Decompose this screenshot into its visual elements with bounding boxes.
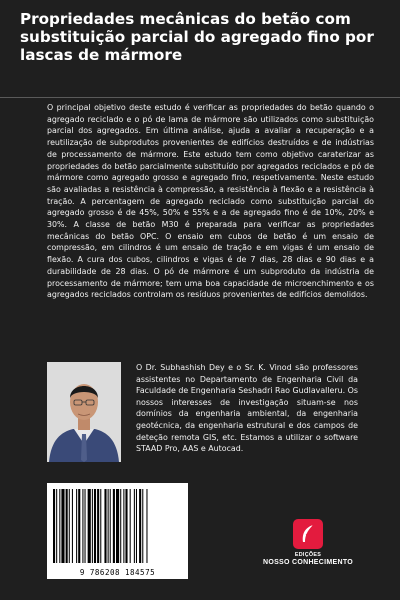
- barcode-bar: [56, 489, 57, 563]
- barcode-bar: [78, 489, 80, 563]
- barcode-bar: [97, 489, 99, 563]
- barcode-bar: [76, 489, 77, 563]
- barcode-bar: [146, 489, 147, 563]
- barcode-bars: [47, 483, 188, 565]
- barcode-bar: [85, 489, 86, 563]
- barcode-bar: [108, 489, 109, 563]
- publisher-line1: EDIÇÕES: [294, 552, 322, 558]
- barcode-bar: [61, 489, 64, 563]
- barcode-bar: [104, 489, 106, 563]
- publisher-line2: NOSSO CONHECIMENTO: [262, 559, 354, 566]
- barcode-bar: [94, 489, 96, 563]
- barcode-bar: [130, 489, 131, 563]
- barcode-bar: [139, 489, 141, 563]
- barcode-bar: [116, 489, 119, 563]
- barcode-bar: [82, 489, 83, 563]
- barcode-bar: [134, 489, 135, 563]
- publisher-mark: [258, 519, 358, 566]
- title-divider: [0, 97, 400, 98]
- barcode-bar: [142, 489, 143, 563]
- barcode-bar: [59, 489, 60, 563]
- barcode-bar: [110, 489, 111, 563]
- barcode-bar: [53, 489, 55, 563]
- barcode-bar: [113, 489, 115, 563]
- barcode-bar: [120, 489, 121, 563]
- barcode-bar: [92, 489, 93, 563]
- author-bio: O Dr. Subhashish Dey e o Sr. K. Vinod são professores assistentes no Departamento de Engenharia Civil da Faculdade de Engenharia Seshadri Rao Gudlavalleru. Os nossos interesses de investigação situam-se nos domínios da engenharia ambiental, da engenharia geotécnica, da engenharia estrutural e dos campos de deteção remota GIS, etc. Estamos a utilizar o software STAAD Pro, AAS e Autocad.: [136, 363, 358, 454]
- barcode-bar: [72, 489, 73, 563]
- barcode-bar: [100, 489, 101, 563]
- barcode-bar: [123, 489, 124, 563]
- book-title: Propriedades mecânicas do betão com substituição parcial do agregado fino por lascas de mármore: [20, 10, 374, 64]
- author-portrait-image: [47, 362, 121, 462]
- barcode-digits: 9 786208 184575: [79, 568, 156, 577]
- barcode-bar: [66, 489, 68, 563]
- author-photo: [47, 362, 121, 462]
- feather-quill-icon: [293, 519, 323, 549]
- barcode-bar: [69, 489, 70, 563]
- isbn-barcode: [47, 483, 188, 579]
- barcode-bar: [125, 489, 127, 563]
- barcode-bar: [136, 489, 137, 563]
- barcode-bar: [88, 489, 91, 563]
- abstract-text: O principal objetivo deste estudo é verificar as propriedades do betão quando o agregado reciclado e o pó de lama de mármore são utilizados como substituição parcial dos agregados. Em última análise, ajuda a avaliar a recuperação e a reutilização de subprodutos provenientes de edifícios destruídos e de indústrias de processamento de mármore. Este estudo tem como objetivo caraterizar as propriedades do betão parcialmente substituído por agregados reciclados e pó de mármore como agregado grosso e agregado fino, respetivamente. Neste estudo são avaliadas a resistência à compressão, a resistência à flexão e a resistência à tração. A percentagem de agregado reciclado como substituição parcial do agregado grosso é de 45%, 50% e 55% e a de agregado fino é de 10%, 20% e 30%. A classe de betão M30 é preparada para verificar as propriedades mecânicas do betão OPC. O ensaio em cubos de betão é um ensaio de compressão, em cilindros é um ensaio de tração e em vigas é um ensaio de flexão. A cura dos cubos, cilindros e vigas é de 7 dias, 28 dias e 90 dias e a durabilidade de 28 dias. O pó de mármore é um subproduto da indústria de processamento de mármore; tem uma boa capacidade de microenchimento e os agregados reciclados controlam os resíduos provenientes de edifícios demolidos.: [47, 103, 374, 300]
